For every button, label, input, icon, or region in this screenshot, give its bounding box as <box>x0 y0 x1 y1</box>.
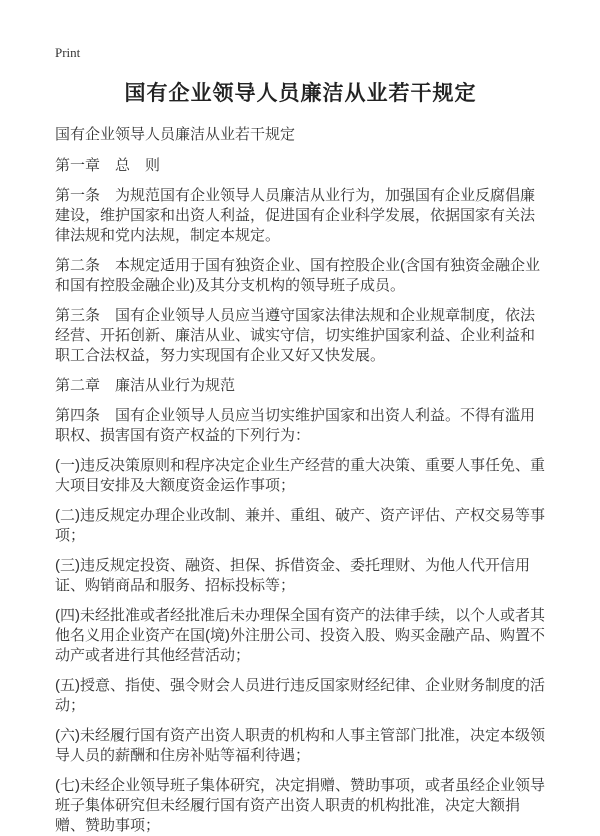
list-item: (四)未经批准或者经批准后未办理保全国有资产的法律手续，以个人或者其他名义用企业资产在国(境)外注册公司、投资入股、购买金融产品、购置不动产或者进行其他经营活动； <box>55 607 545 664</box>
article-paragraph: 第三条 国有企业领导人员应当遵守国家法律法规和企业规章制度，依法经营、开拓创新、廉洁从业、诚实守信，切实维护国家利益、企业利益和职工合法权益，努力实现国有企业又好又快发展。 <box>55 307 536 364</box>
article-paragraph: 第二条 本规定适用于国有独资企业、国有控股企业(含国有独资金融企业和国有控股金融企业)及其分支机构的领导班子成员。 <box>55 257 540 294</box>
list-item: (二)违反规定办理企业改制、兼并、重组、破产、资产评估、产权交易等事项； <box>55 507 545 544</box>
article-paragraph: 第一条 为规范国有企业领导人员廉洁从业行为，加强国有企业反腐倡廉建设，维护国家和出资人利益，促进国有企业科学发展，依据国家有关法律法规和党内法规，制定本规定。 <box>55 187 536 244</box>
list-item: (五)授意、指使、强令财会人员进行违反国家财经纪律、企业财务制度的活动； <box>55 677 545 714</box>
list-item: (六)未经履行国有资产出资人职责的机构和人事主管部门批准，决定本级领导人员的薪酬和住房补贴等福利待遇； <box>55 727 545 764</box>
list-item: (七)未经企业领导班子集体研究，决定捐赠、赞助事项，或者虽经企业领导班子集体研究但未经履行国有资产出资人职责的机构批准，决定大额捐赠、赞助事项； <box>55 777 545 834</box>
print-link[interactable]: Print <box>55 45 81 60</box>
list-item: (一)违反决策原则和程序决定企业生产经营的重大决策、重要人事任免、重大项目安排及大额度资金运作事项； <box>55 457 545 494</box>
chapter-heading: 第二章 廉洁从业行为规范 <box>55 377 236 394</box>
article-paragraph: 第四条 国有企业领导人员应当切实维护国家和出资人利益。不得有滥用职权、损害国有资产权益的下列行为： <box>55 407 536 444</box>
document-body <box>55 156 546 836</box>
chapter-heading: 第一章 总 则 <box>55 157 161 174</box>
document-title: 国有企业领导人员廉洁从业若干规定 <box>124 82 477 105</box>
list-item: (三)违反规定投资、融资、担保、拆借资金、委托理财、为他人代开信用证、购销商品和服务、招标投标等； <box>55 557 530 594</box>
document-subtitle: 国有企业领导人员廉洁从业若干规定 <box>55 126 296 143</box>
